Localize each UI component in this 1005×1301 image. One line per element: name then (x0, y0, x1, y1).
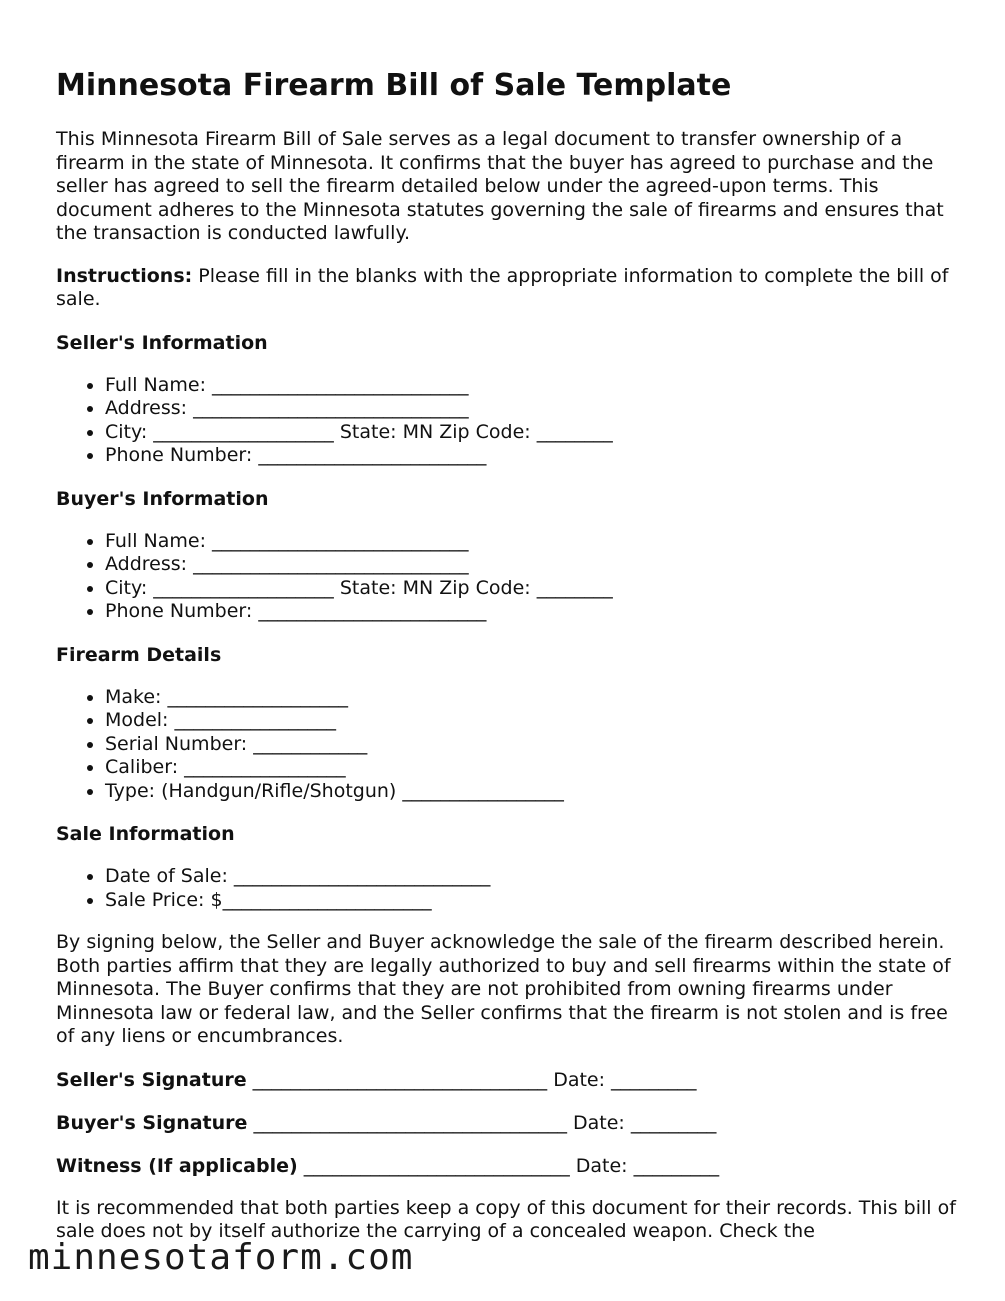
witness-signature-blank: ____________________________ Date: _________ (297, 1154, 720, 1177)
seller-city-state-zip-field: • City: ___________________ State: MN Zip Code: ________ (105, 421, 956, 445)
instructions-paragraph (56, 265, 956, 312)
buyer-signature-blank: _________________________________ Date: _________ (247, 1111, 717, 1134)
buyer-city-state-zip-field: • City: ___________________ State: MN Zip Code: ________ (105, 577, 956, 601)
firearm-make-field: • Make: ___________________ (105, 686, 956, 710)
sale-price-field: • Sale Price: $______________________ (105, 889, 956, 913)
firearm-caliber-field: • Caliber: _________________ (105, 756, 956, 780)
closing-paragraph: It is recommended that both parties keep a copy of this document for their records. This bill of sale does not by itself authorize the carrying of a concealed weapon. Check the (56, 1196, 956, 1242)
buyer-address-field: • Address: _____________________________ (105, 553, 956, 577)
seller-signature-blank: _______________________________ Date: _________ (246, 1068, 697, 1091)
sale-date-field: • Date of Sale: ___________________________ (105, 865, 956, 889)
acknowledgement-paragraph: By signing below, the Seller and Buyer acknowledge the sale of the firearm described herein. Both parties affirm that they are legally authorized to buy and sell firearms within the state of Minnesota. The Buyer confirms that they are not prohibited from owning firearms under Minnesota law or federal law, and the Seller confirms that the firearm is not stolen and is free of any liens or encumbrances. (56, 931, 951, 1047)
witness-signature-line (56, 1154, 956, 1178)
instructions-label: Instructions: (56, 264, 193, 287)
sale-heading: Sale Information (56, 823, 235, 845)
site-watermark: minnesotaform.com (28, 1237, 414, 1278)
buyer-list (56, 530, 956, 624)
intro-paragraph: This Minnesota Firearm Bill of Sale serves as a legal document to transfer ownership of a firearm in the state of Minnesota. It confirms that the buyer has agreed to purchase and the seller has agreed to sell the firearm detailed below under the agreed-upon terms. This document adheres to the Minnesota statutes governing the sale of firearms and ensures that the transaction is conducted lawfully. (56, 128, 944, 244)
buyer-signature-line (56, 1111, 956, 1135)
buyer-full-name-field: • Full Name: ___________________________ (105, 530, 956, 554)
witness-signature-label: Witness (If applicable) (56, 1154, 298, 1177)
seller-heading: Seller's Information (56, 331, 268, 354)
buyer-phone-field: • Phone Number: ________________________ (105, 600, 956, 624)
seller-address-field: • Address: _____________________________ (105, 397, 956, 421)
firearm-list (56, 686, 956, 804)
seller-signature-label: Seller's Signature (56, 1068, 247, 1091)
seller-phone-field: • Phone Number: ________________________ (105, 444, 956, 468)
page-title: Minnesota Firearm Bill of Sale Template (56, 68, 732, 103)
firearm-model-field: • Model: _________________ (105, 709, 956, 733)
seller-list (56, 374, 956, 468)
firearm-heading: Firearm Details (56, 643, 222, 666)
seller-full-name-field: • Full Name: ___________________________ (105, 374, 956, 398)
document-page (56, 64, 956, 1244)
sale-list (56, 865, 956, 912)
instructions-text: Please fill in the blanks with the appropriate information to complete the bill of sale. (56, 264, 949, 310)
firearm-type-field: • Type: (Handgun/Rifle/Shotgun) _________________ (105, 780, 956, 804)
buyer-heading: Buyer's Information (56, 487, 269, 510)
seller-signature-line (56, 1068, 956, 1092)
buyer-signature-label: Buyer's Signature (56, 1111, 248, 1134)
firearm-serial-field: • Serial Number: ____________ (105, 733, 956, 757)
